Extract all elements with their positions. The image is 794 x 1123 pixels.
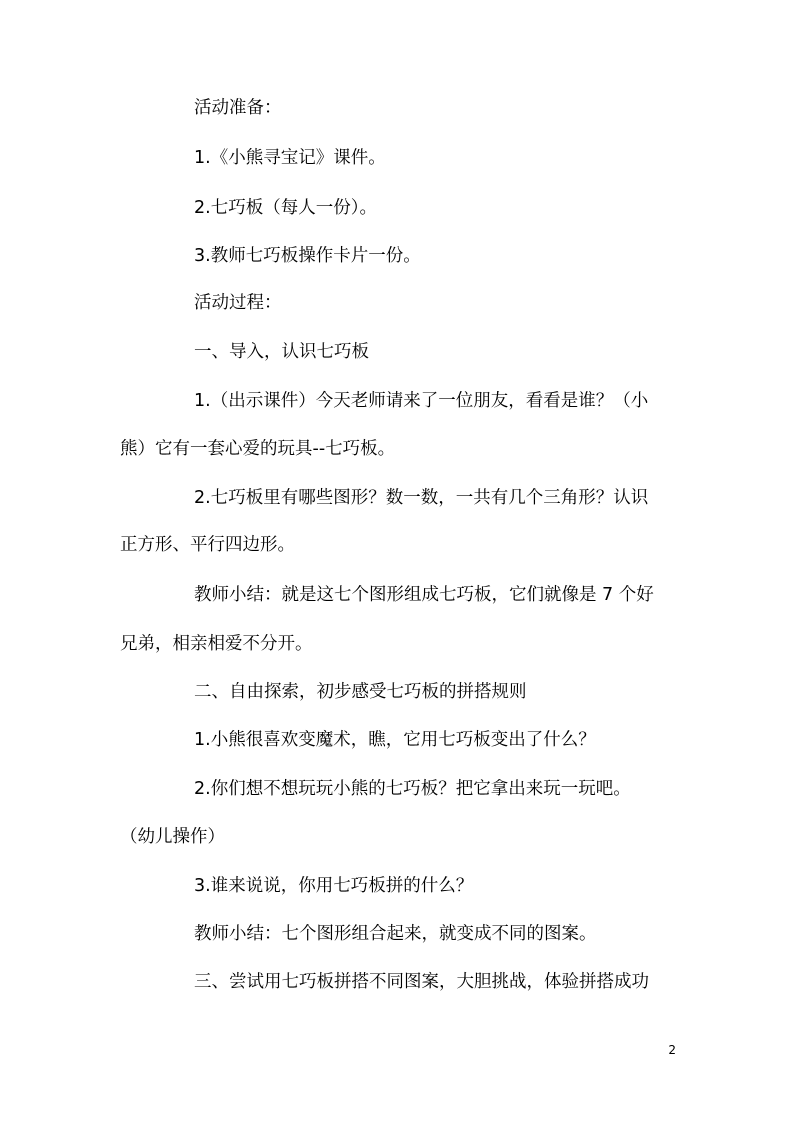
step-heading-two: 二、自由探索，初步感受七巧板的拼搭规则: [194, 682, 527, 702]
paragraph-line: （幼儿操作）: [120, 827, 225, 847]
paragraph-line: 1.（出示课件）今天老师请来了一位朋友，看看是谁？（小: [194, 391, 649, 411]
paragraph-line: 3.谁来说说，你用七巧板拼的什么？: [194, 876, 474, 896]
step-heading-one: 一、导入，认识七巧板: [194, 342, 369, 362]
paragraph-line: 3.教师七巧板操作卡片一份。: [194, 246, 421, 266]
paragraph-line: 正方形、平行四边形。: [120, 535, 295, 555]
section-heading-preparation: 活动准备：: [194, 98, 282, 118]
section-heading-process: 活动过程：: [194, 293, 282, 313]
step-heading-three: 三、尝试用七巧板拼搭不同图案，大胆挑战，体验拼搭成功: [194, 972, 649, 992]
paragraph-line: 熊）它有一套心爱的玩具--七巧板。: [120, 439, 396, 459]
paragraph-line: 2.七巧板（每人一份）。: [194, 198, 377, 218]
paragraph-line: 2.七巧板里有哪些图形？数一数，一共有几个三角形？认识: [194, 488, 649, 508]
paragraph-line: 1.小熊很喜欢变魔术，瞧，它用七巧板变出了什么？: [194, 730, 596, 750]
paragraph-line: 1.《小熊寻宝记》课件。: [194, 148, 386, 168]
paragraph-line: 教师小结：就是这七个图形组成七巧板，它们就像是 7 个好: [194, 585, 654, 605]
page-number: 2: [668, 1043, 676, 1057]
paragraph-line: 教师小结：七个图形组合起来，就变成不同的图案。: [194, 924, 597, 944]
paragraph-line: 兄弟，相亲相爱不分开。: [120, 634, 313, 654]
paragraph-line: 2.你们想不想玩玩小熊的七巧板？把它拿出来玩一玩吧。: [194, 779, 631, 799]
